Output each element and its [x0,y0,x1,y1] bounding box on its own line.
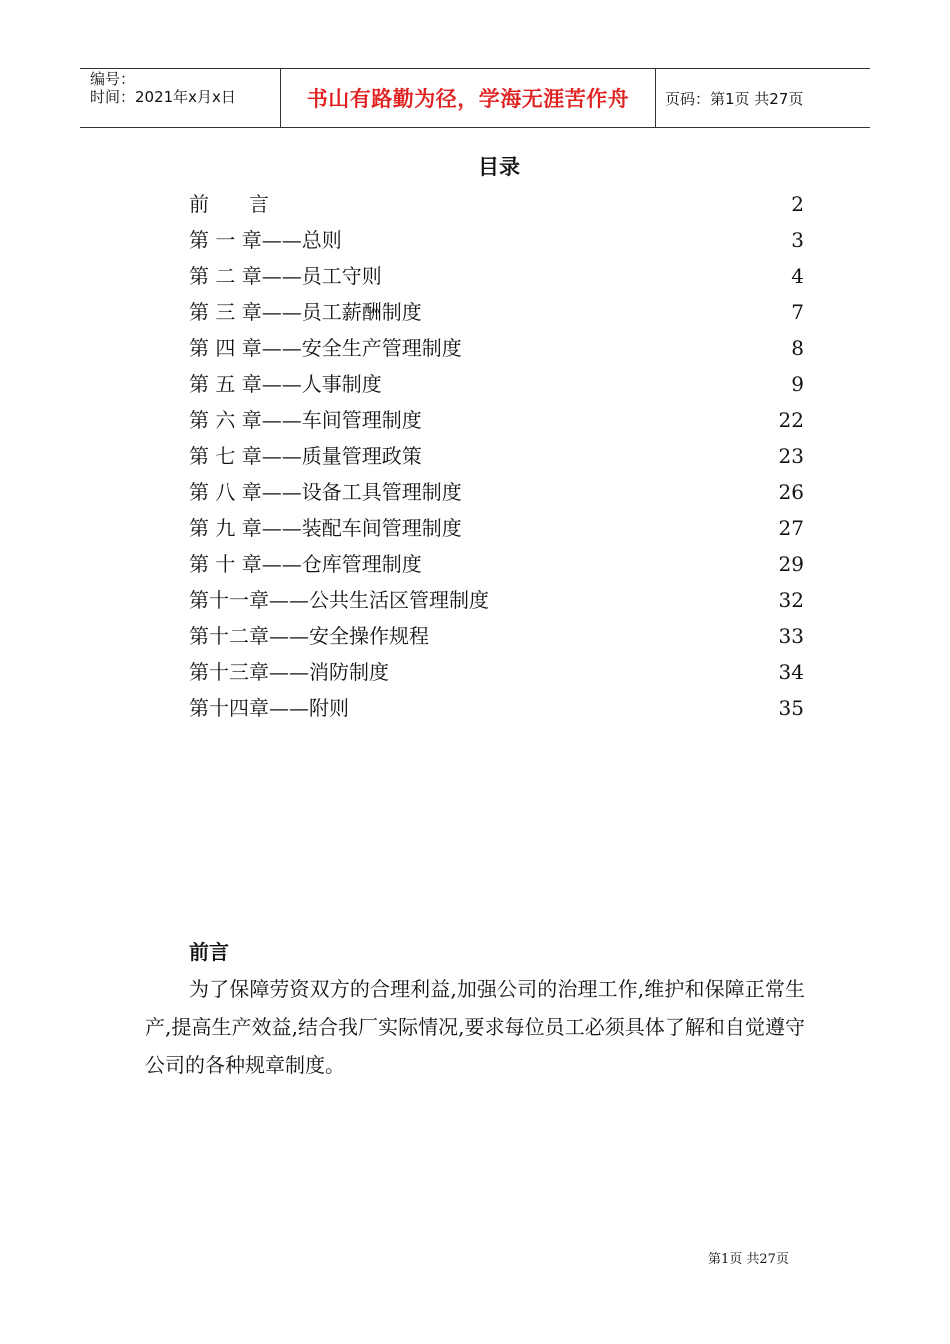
toc-entry[interactable] [189,474,806,510]
toc-entry[interactable] [189,510,806,546]
table-of-contents [189,186,806,726]
toc-entry-label: 第十三章——消防制度 [189,660,389,684]
document-number-label: 编号： [90,70,136,88]
toc-title: 目录 [478,155,520,179]
toc-entry-label: 第 四 章——安全生产管理制度 [189,336,462,360]
toc-entry-page: 32 [778,588,804,612]
toc-entry-label: 第 七 章——质量管理政策 [189,444,422,468]
toc-entry-page: 23 [778,444,804,468]
page-footer: 第1页 共27页 [708,1252,789,1267]
document-time-label: 时间：2021年x月x日 [90,88,236,106]
toc-entry-label: 第十一章——公共生活区管理制度 [189,588,489,612]
toc-entry-label: 第 十 章——仓库管理制度 [189,552,422,576]
toc-entry-label: 第十二章——安全操作规程 [189,624,429,648]
toc-entry[interactable] [189,366,806,402]
toc-entry[interactable] [189,258,806,294]
toc-entry-page: 34 [778,660,804,684]
toc-entry-page: 8 [791,336,804,360]
toc-entry-page: 27 [778,516,804,540]
preface-heading: 前言 [189,940,229,964]
toc-entry[interactable] [189,402,806,438]
toc-entry[interactable] [189,222,806,258]
toc-entry-page: 4 [791,264,804,288]
toc-entry[interactable] [189,438,806,474]
toc-entry-page: 3 [791,228,804,252]
toc-entry-page: 9 [791,372,804,396]
toc-entry-label: 第 九 章——装配车间管理制度 [189,516,462,540]
toc-entry-label: 第十四章——附则 [189,696,349,720]
toc-entry[interactable] [189,618,806,654]
toc-entry[interactable] [189,546,806,582]
toc-entry[interactable] [189,330,806,366]
header-page-info: 页码：第1页 共27页 [665,89,804,108]
toc-entry[interactable] [189,294,806,330]
toc-entry[interactable] [189,582,806,618]
toc-entry-page: 29 [778,552,804,576]
toc-entry-page: 2 [791,192,804,216]
toc-entry-label: 第 二 章——员工守则 [189,264,382,288]
toc-entry-label: 第 三 章——员工薪酬制度 [189,300,422,324]
toc-entry-page: 35 [778,696,804,720]
toc-entry-label: 前 言 [189,192,269,216]
toc-entry-label: 第 五 章——人事制度 [189,372,382,396]
header-meta [80,69,281,127]
page-header [80,68,870,128]
toc-entry[interactable] [189,654,806,690]
toc-entry-label: 第 八 章——设备工具管理制度 [189,480,462,504]
toc-entry-label: 第 六 章——车间管理制度 [189,408,422,432]
toc-entry[interactable] [189,186,806,222]
header-motto: 书山有路勤为径，学海无涯苦作舟 [281,69,656,127]
toc-entry[interactable] [189,690,806,726]
toc-entry-page: 22 [778,408,804,432]
preface-body: 为了保障劳资双方的合理利益,加强公司的治理工作,维护和保障正常生产,提高生产效益,结合我厂实际情况,要求每位员工必须具体了解和自觉遵守公司的各种规章制度。 [145,977,805,1077]
toc-entry-page: 7 [791,300,804,324]
toc-entry-page: 33 [778,624,804,648]
toc-entry-label: 第 一 章——总则 [189,228,342,252]
toc-entry-page: 26 [778,480,804,504]
